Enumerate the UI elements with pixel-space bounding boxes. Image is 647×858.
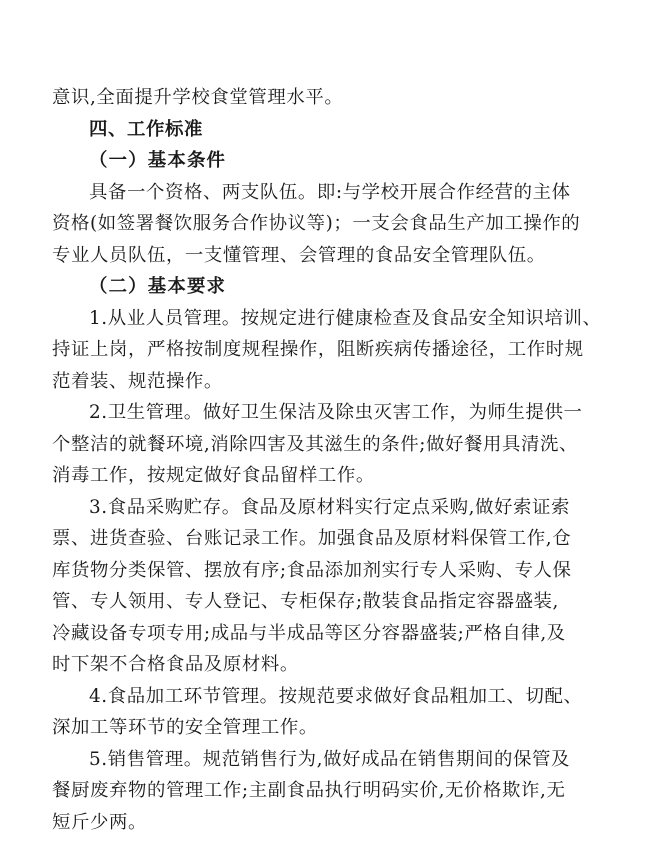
paragraph-line: 资格(如签署餐饮服务合作协议等)；一支会食品生产加工操作的 [52,213,581,234]
paragraph-line: 库货物分类保管、摆放有序;食品添加剂实行专人采购、专人保 [52,559,572,581]
paragraph-line: 短斤少两。 [52,811,147,833]
text-line: 意识,全面提升学校食堂管理水平。 [52,87,344,108]
paragraph-line: 餐厨废弃物的管理工作;主副食品执行明码实价,无价格欺诈,无 [52,780,566,801]
subsection-heading: （二）基本要求 [89,276,227,297]
paragraph-line: 冷藏设备专项专用;成品与半成品等区分容器盛装;严格自律,及 [52,622,566,644]
paragraph-line: 管、专人领用、专人登记、专柜保存;散装食品指定容器盛装, [52,591,559,612]
paragraph-line: 专业人员队伍，一支懂管理、会管理的食品安全管理队伍。 [52,244,546,266]
paragraph-line: 具备一个资格、两支队伍。即:与学校开展合作经营的主体 [89,181,571,203]
paragraph-line: 消毒工作，按规定做好食品留样工作。 [52,465,375,486]
paragraph-line: 票、进货查验、台账记录工作。加强食品及原材料保管工作,仓 [52,528,572,549]
paragraph-line: 范着装、规范操作。 [52,370,223,392]
paragraph-line: 个整洁的就餐环境,消除四害及其滋生的条件;做好餐用具清洗、 [52,433,578,455]
paragraph-line: 2.卫生管理。做好卫生保洁及除虫灭害工作，为师生提供一 [89,402,583,423]
paragraph-line: 3.食品采购贮存。食品及原材料实行定点采购,做好索证索 [89,496,570,518]
paragraph-line: 4.食品加工环节管理。按规范要求做好食品粗加工、切配、 [89,685,583,707]
section-heading: 四、工作标准 [89,118,203,140]
subsection-heading: （一）基本条件 [89,150,227,171]
paragraph-line: 1.从业人员管理。按规定进行健康检查及食品安全知识培训、 [89,307,602,329]
paragraph-line: 深加工等环节的安全管理工作。 [52,717,318,738]
document-body [52,82,602,838]
paragraph-line: 5.销售管理。规范销售行为,做好成品在销售期间的保管及 [89,748,570,770]
paragraph-line: 持证上岗，严格按制度规程操作，阻断疾病传播途径，工作时规 [52,339,584,360]
paragraph-line: 时下架不合格食品及原材料。 [52,654,299,675]
